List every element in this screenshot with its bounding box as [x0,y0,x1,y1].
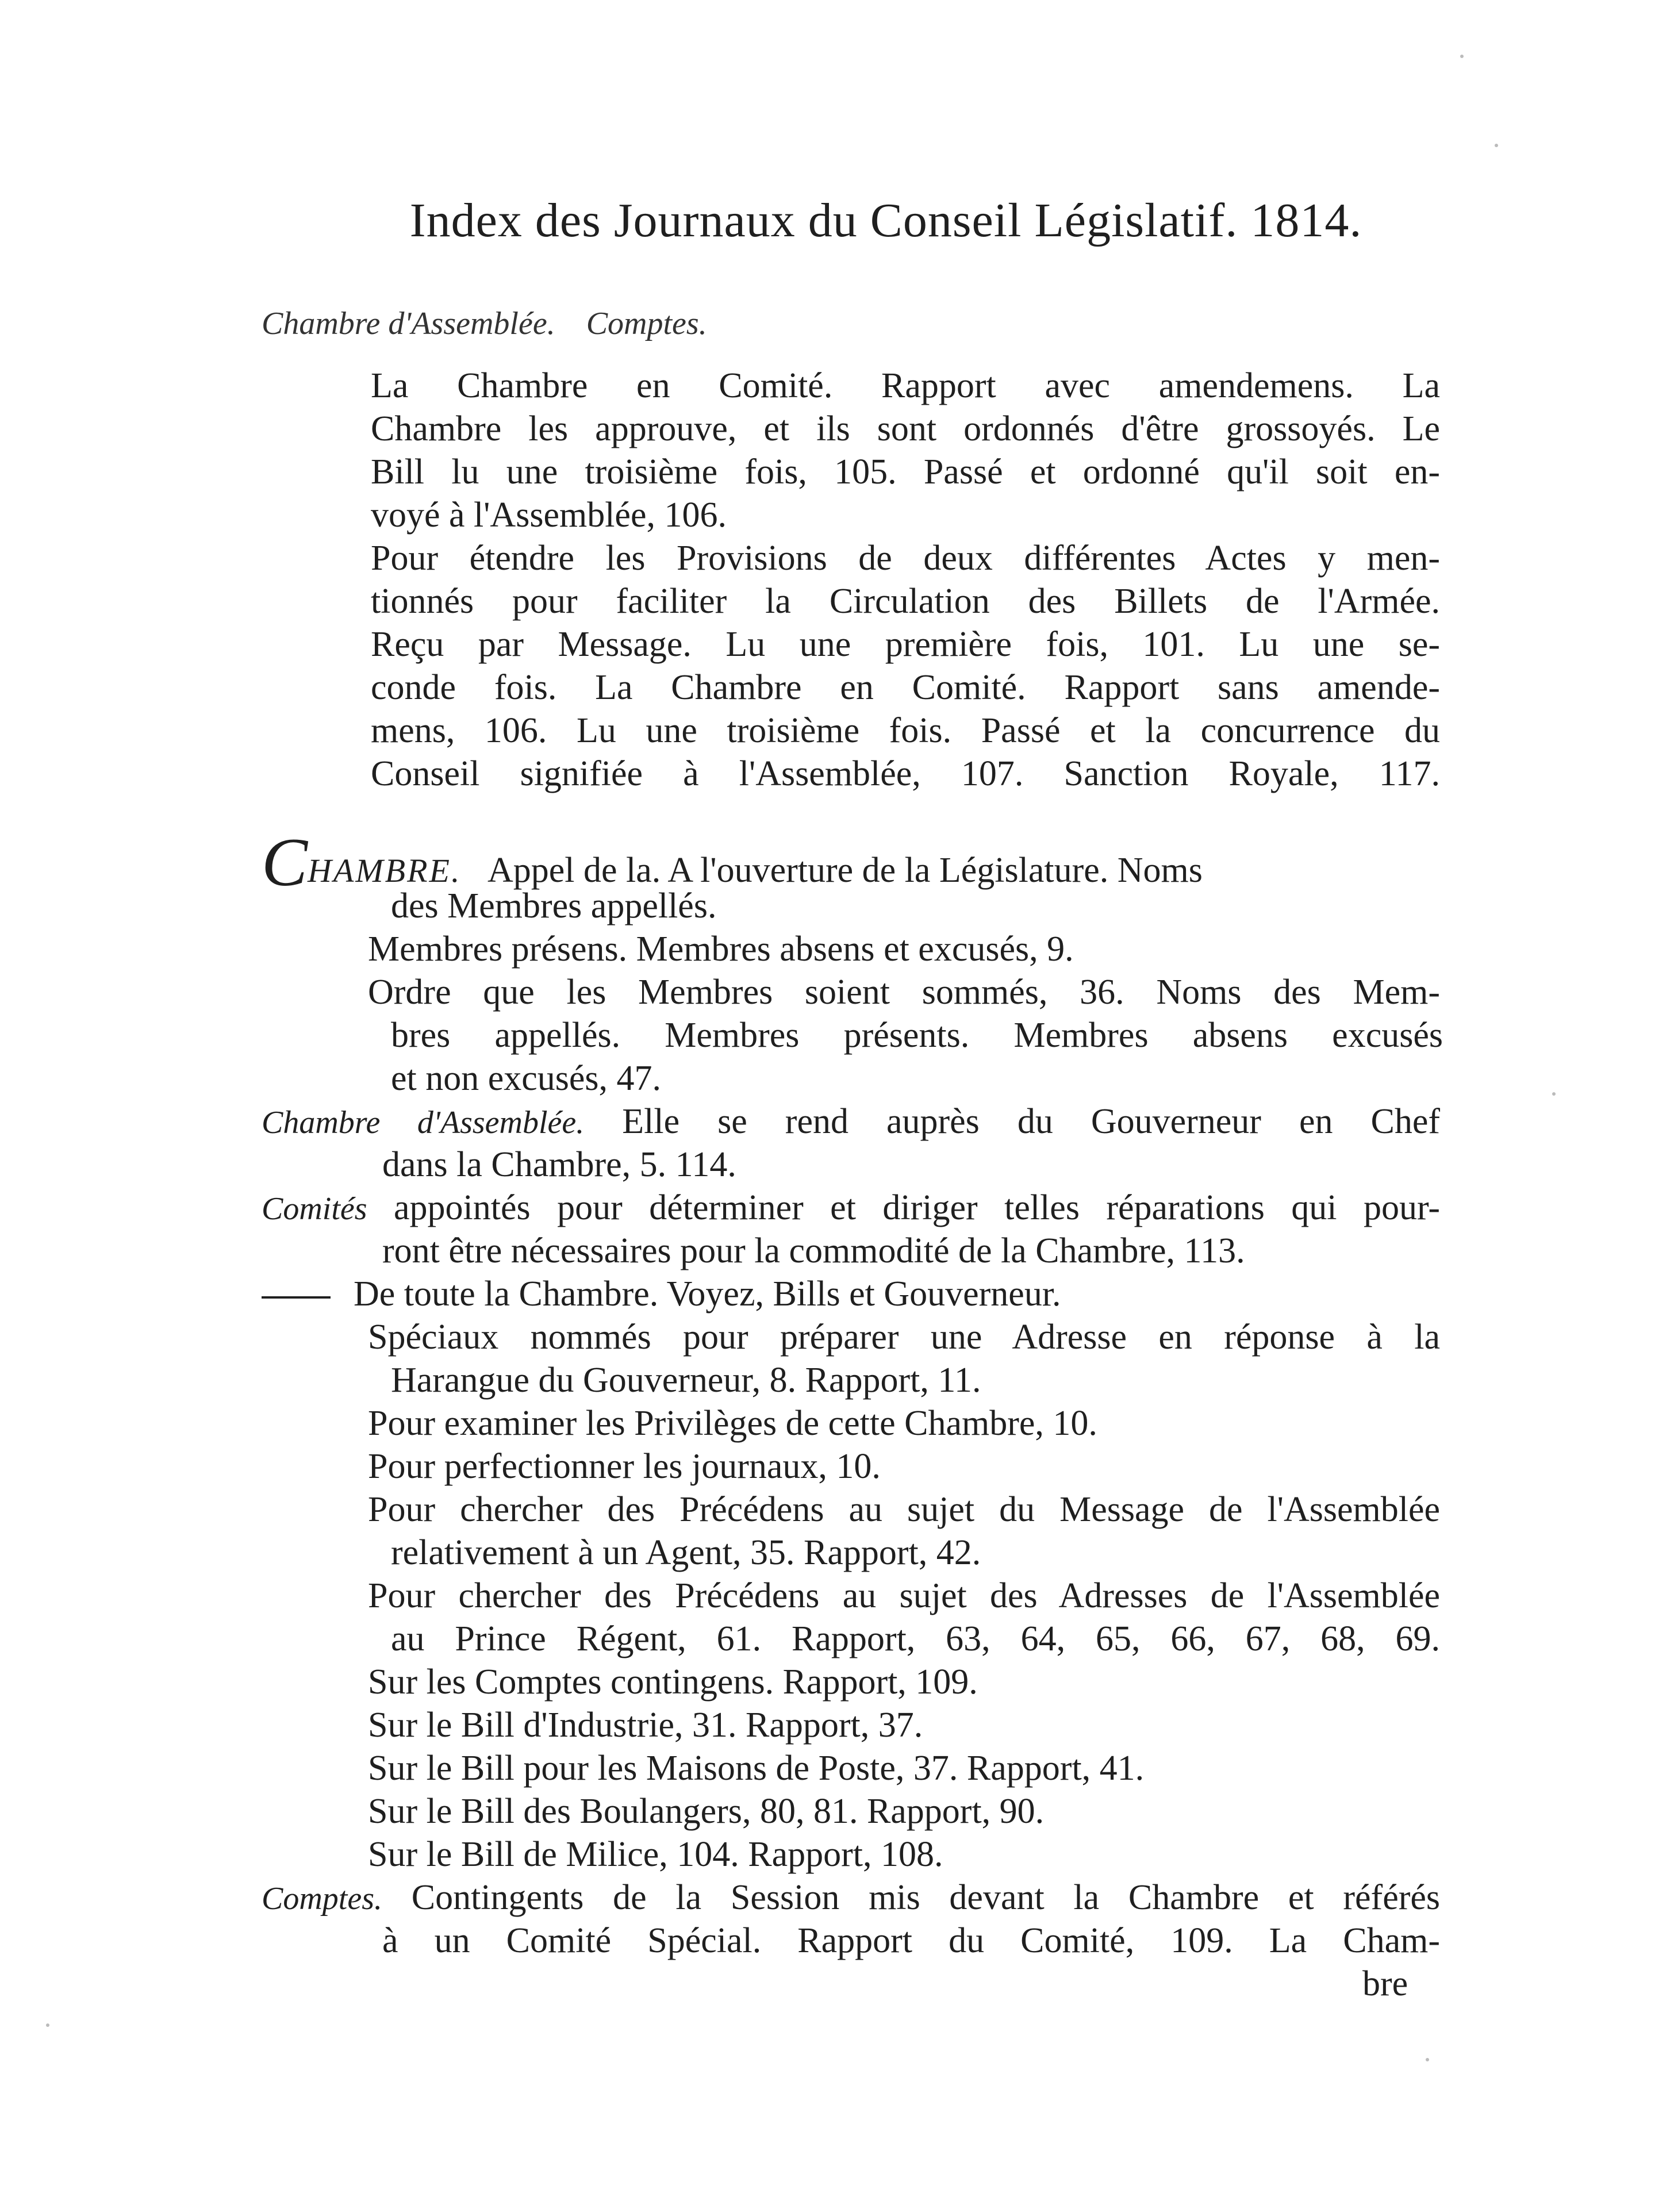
assemblee-entry [262,1104,1440,1139]
sub-entry-line: Spéciaux nommés pour préparer une Adresse en réponse à la [368,1318,1440,1357]
block1-line: Pour étendre les Provisions de deux différentes Actes y men- [371,539,1440,578]
sub-entry-line: Sur le Bill des Boulangers, 80, 81. Rapport, 90. [368,1792,1045,1831]
entry-line: Membres présens. Membres absens et excusés, 9. [368,930,1074,969]
page-title: Index des Journaux du Conseil Législatif. 1814. [409,194,1362,247]
sub-entry-line: Pour perfectionner les journaux, 10. [368,1447,881,1486]
block1-line: La Chambre en Comité. Rapport avec amendemens. La [371,366,1440,405]
sub-entry-line: Sur les Comptes contingens. Rapport, 109. [368,1662,978,1702]
block1-line: voyé à l'Assemblée, 106. [371,496,727,535]
entry-line: bres appellés. Membres présents. Membres absens excusés [391,1016,1443,1055]
dropcap: C [262,824,308,900]
sub-entry-line: Sur le Bill d'Industrie, 31. Rapport, 37. [368,1706,923,1745]
comptes-text: Contingents de la Session mis devant la Chambre et référés [411,1878,1441,1917]
sub-entry-line: Sur le Bill de Milice, 104. Rapport, 108. [368,1835,943,1874]
block1-line: Conseil signifiée à l'Assemblée, 107. Sanction Royale, 117. [371,754,1440,793]
sub-entry-line: Pour chercher des Précédens au sujet des Adresses de l'Assemblée [368,1576,1440,1615]
block1-line: Reçu par Message. Lu une première fois, 101. Lu une se- [371,625,1440,664]
sub-entry-line: Sur le Bill pour les Maisons de Poste, 37. Rapport, 41. [368,1749,1145,1788]
paper-speck [1426,2058,1429,2061]
sub-entry-line: Pour examiner les Privilèges de cette Chambre, 10. [368,1404,1097,1443]
block1-line: conde fois. La Chambre en Comité. Rapport sans amende- [371,668,1440,707]
block1-line: Bill lu une troisième fois, 105. Passé et ordonné qu'il soit en- [371,452,1440,491]
sub-entry-line: Harangue du Gouverneur, 8. Rapport, 11. [391,1361,981,1400]
comptes-label: Comptes. [262,1881,382,1917]
entry-line: et non excusés, 47. [391,1059,662,1098]
comites-label: Comités [262,1191,367,1227]
dash-text: De toute la Chambre. Voyez, Bills et Gouverneur. [354,1274,1061,1314]
block1-line: mens, 106. Lu une troisième fois. Passé et la concurrence du [371,711,1440,750]
chambre-headword: HAMBRE. [308,852,462,889]
block1-heading-label: Chambre d'Assemblée. [262,306,555,341]
assemblee-label: Chambre d'Assemblée. [262,1105,585,1140]
comites-continuation: ront être nécessaires pour la commodité de la Chambre, 113. [382,1231,1245,1270]
comptes-continuation: à un Comité Spécial. Rapport du Comité, 109. La Cham- [382,1921,1440,1960]
block1-heading-label2: Comptes. [586,306,707,341]
em-dash-rule [262,1296,331,1299]
sub-entry-line: au Prince Régent, 61. Rapport, 63, 64, 65, 66, 67, 68, 69. [391,1619,1440,1658]
paper-speck [1495,144,1498,147]
sub-entry-line: Pour chercher des Précédens au sujet du Message de l'Assemblée [368,1490,1440,1529]
block1-heading [262,308,707,340]
paper-speck [1552,1092,1556,1096]
comites-text: appointés pour déterminer et diriger telles réparations qui pour- [394,1188,1441,1227]
comptes-entry [262,1880,1440,1915]
comites-entry [262,1190,1440,1226]
assemblee-text: Elle se rend auprès du Gouverneur en Chef [622,1102,1441,1141]
chambre-heading-text: Appel de la. A l'ouverture de la Législature. Noms [487,851,1203,890]
entry-line: Ordre que les Membres soient sommés, 36. Noms des Mem- [368,973,1440,1012]
dash-entry [262,1276,1061,1312]
paper-speck [46,2023,49,2027]
block1-line: tionnés pour faciliter la Circulation des Billets de l'Armée. [371,582,1440,621]
sub-entry-line: relativement à un Agent, 35. Rapport, 42. [391,1533,981,1572]
paper-speck [1460,55,1464,58]
assemblee-continuation: dans la Chambre, 5. 114. [382,1145,736,1184]
entry-line: des Membres appellés. [391,886,717,925]
block1-line: Chambre les approuve, et ils sont ordonnés d'être grossoyés. Le [371,409,1440,448]
catchword: bre [1362,1964,1408,2003]
